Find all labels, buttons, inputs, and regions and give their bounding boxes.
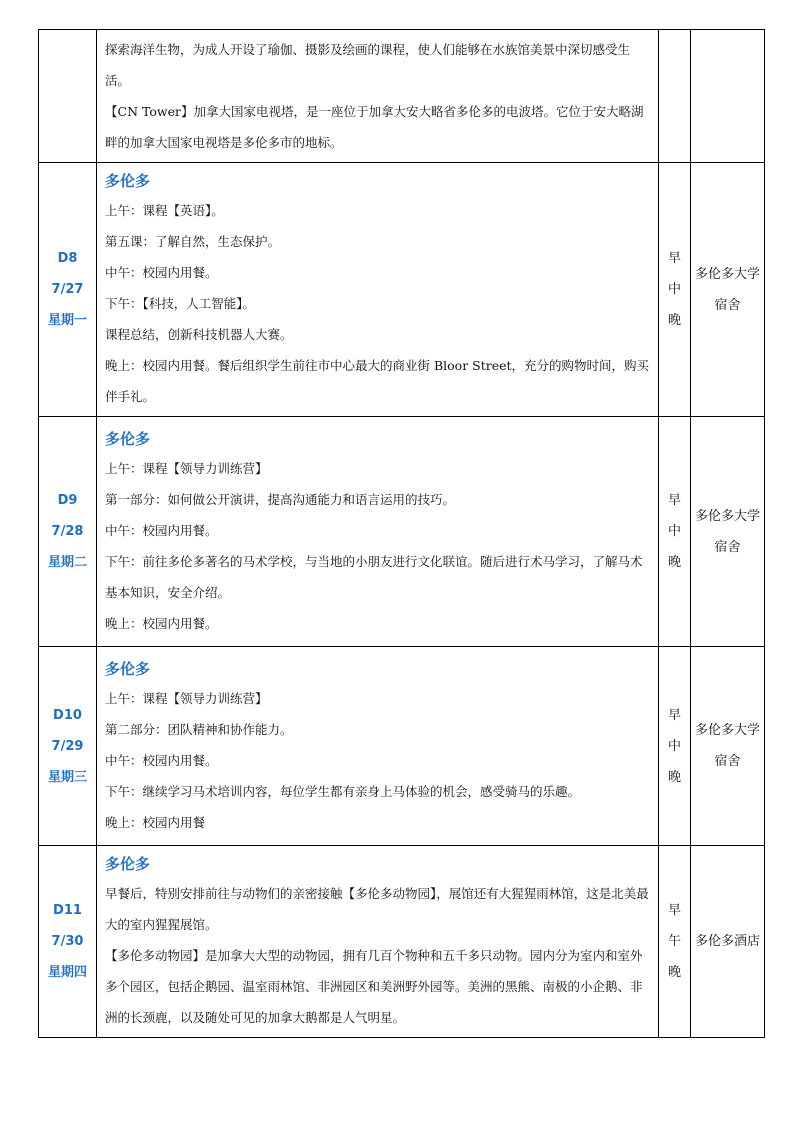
hotel-cell: 多伦多酒店 [691, 846, 765, 1038]
itinerary-row-d11 [39, 846, 765, 1038]
activity-cell [97, 163, 659, 417]
activity-line: 下午：继续学习马术培训内容，每位学生都有亲身上马体验的机会，感受骑马的乐趣。 [105, 783, 581, 799]
itinerary-row-d8 [39, 163, 765, 417]
meal-breakfast: 早 [667, 903, 681, 918]
meal-cell [659, 647, 691, 846]
itinerary-row-continued [39, 30, 765, 163]
activity-line: 上午：课程【领导力训练营】 [105, 460, 268, 476]
day-weekday: 星期二 [47, 555, 87, 570]
day-date: 7/30 [51, 934, 84, 949]
day-weekday: 星期四 [47, 965, 87, 980]
day-number: D9 [57, 493, 78, 508]
activity-cell [97, 846, 659, 1038]
day-date: 7/27 [51, 282, 84, 297]
activity-line: 早餐后，特别安排前往与动物们的亲密接触【多伦多动物园】，展馆还有大猩猩雨林馆，这是北美最大的室内猩猩展馆。 [105, 886, 649, 932]
city-title: 多伦多 [105, 429, 151, 448]
meal-lunch: 午 [667, 934, 681, 949]
activity-cell [97, 647, 659, 846]
meal-breakfast: 早 [667, 707, 681, 723]
meal-cell [659, 163, 691, 417]
itinerary-row-d9 [39, 417, 765, 647]
activity-line: 中午：校园内用餐。 [105, 265, 218, 280]
activity-line: 课程总结，创新科技机器人大赛。 [105, 327, 293, 342]
activity-line: 晚上：校园内用餐。 [105, 615, 218, 631]
meal-cell [659, 417, 691, 647]
meal-dinner: 晚 [667, 313, 681, 328]
day-date: 7/28 [51, 524, 84, 539]
activity-line: 中午：校园内用餐。 [105, 752, 218, 768]
activity-cell [97, 30, 659, 163]
day-weekday: 星期一 [47, 313, 87, 328]
activity-line: 上午：课程【英语】。 [105, 203, 224, 218]
city-title: 多伦多 [105, 855, 151, 873]
activity-line: 【多伦多动物园】是加拿大大型的动物园，拥有几百个物种和五千多只动物。园内分为室内和室外多个园区，包括企鹅园、温室雨林馆、非洲园区和美洲野外园等。美洲的黑熊、南极的小企鹅、非洲的长颈鹿，以及随处可见的加拿大鹅都是人气明星。 [105, 948, 643, 1025]
hotel-cell: 多伦多大学宿舍 [691, 163, 765, 417]
meal-lunch: 中 [667, 738, 681, 754]
day-cell-empty [39, 30, 97, 163]
activity-line: 第五课：了解自然，生态保护。 [105, 234, 281, 249]
activity-line: 【CN Tower】加拿大国家电视塔，是一座位于加拿大安大略省多伦多的电波塔。它位于安大略湖畔的加拿大国家电视塔是多伦多市的地标。 [105, 104, 644, 150]
meal-cell-empty [659, 30, 691, 163]
meal-dinner: 晚 [667, 555, 681, 570]
activity-cell [97, 417, 659, 647]
itinerary-row-d10 [39, 647, 765, 846]
activity-line: 中午：校园内用餐。 [105, 522, 218, 538]
meal-lunch: 中 [667, 524, 681, 539]
activity-line: 晚上：校园内用餐 [105, 814, 206, 830]
day-number: D11 [53, 903, 82, 918]
meal-lunch: 中 [667, 282, 681, 297]
activity-line: 探索海洋生物，为成人开设了瑜伽、摄影及绘画的课程，使人们能够在水族馆美景中深切感受生活。 [105, 42, 631, 88]
day-cell [39, 163, 97, 417]
meal-breakfast: 早 [667, 493, 681, 508]
activity-line: 第二部分：团队精神和协作能力。 [105, 721, 293, 737]
day-number: D8 [57, 251, 78, 266]
activity-line: 第一部分：如何做公开演讲，提高沟通能力和语言运用的技巧。 [105, 491, 456, 507]
itinerary-table [38, 29, 765, 1038]
activity-line: 上午：课程【领导力训练营】 [105, 690, 268, 706]
hotel-cell: 多伦多大学宿舍 [691, 417, 765, 647]
meal-cell [659, 846, 691, 1038]
day-weekday: 星期三 [47, 769, 87, 785]
hotel-cell: 多伦多大学宿舍 [691, 647, 765, 846]
day-number: D10 [53, 707, 82, 723]
activity-line: 晚上：校园内用餐。餐后组织学生前往市中心最大的商业街 Bloor Street，充分的购物时间，购买伴手礼。 [105, 358, 650, 404]
meal-dinner: 晚 [667, 769, 681, 785]
city-title: 多伦多 [105, 659, 151, 678]
meal-breakfast: 早 [667, 251, 681, 266]
activity-line: 下午：前往多伦多著名的马术学校，与当地的小朋友进行文化联谊。随后进行术马学习，了解马术基本知识，安全介绍。 [105, 553, 643, 600]
city-title: 多伦多 [105, 172, 151, 190]
meal-dinner: 晚 [667, 965, 681, 980]
activity-line: 下午：【科技，人工智能】。 [105, 296, 256, 311]
day-date: 7/29 [51, 738, 84, 754]
day-cell [39, 647, 97, 846]
hotel-cell-empty [691, 30, 765, 163]
day-cell [39, 846, 97, 1038]
day-cell [39, 417, 97, 647]
